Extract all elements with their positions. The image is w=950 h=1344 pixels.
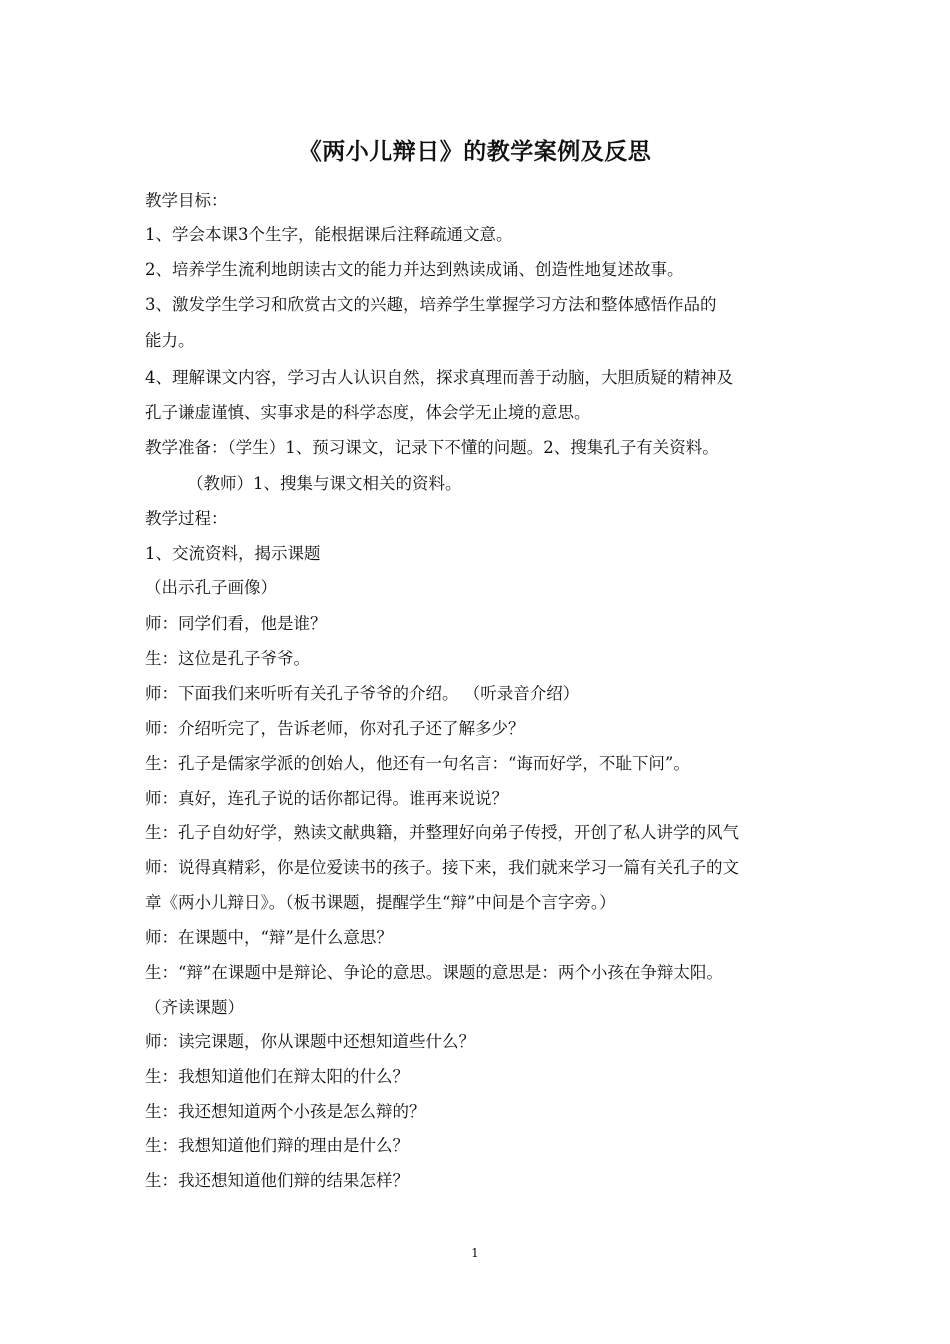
- text-line: 教学过程：: [145, 509, 228, 528]
- page-number: 1: [471, 1246, 479, 1260]
- text-line: （出示孔子画像）: [145, 578, 277, 597]
- text-line: （齐读课题）: [145, 998, 244, 1017]
- text-line: 师：下面我们来听听有关孔子爷爷的介绍。 （听录音介绍）: [145, 684, 580, 703]
- text-line: 师：在课题中，“辩”是什么意思？: [145, 928, 393, 947]
- text-line: 生：这位是孔子爷爷。: [145, 649, 310, 668]
- text-line: 师：真好，连孔子说的话你都记得。谁再来说说？: [145, 789, 508, 808]
- text-line: 教学准备：（学生）1、预习课文，记录下不懂的问题。2、搜集孔子有关资料。: [145, 438, 719, 457]
- text-line: 生：我还想知道两个小孩是怎么辩的？: [145, 1102, 426, 1121]
- text-line: 生：我想知道他们辩的理由是什么？: [145, 1136, 409, 1155]
- text-line: 孔子谦虚谨慎、实事求是的科学态度，体会学无止境的意思。: [145, 403, 591, 422]
- text-line: 4、理解课文内容，学习古人认识自然，探求真理而善于动脑，大胆质疑的精神及: [145, 368, 733, 387]
- text-line: 1、交流资料，揭示课题: [145, 544, 321, 563]
- text-line: 2、培养学生流利地朗读古文的能力并达到熟读成诵、创造性地复述故事。: [145, 260, 684, 279]
- text-line: 生：我想知道他们在辩太阳的什么？: [145, 1067, 409, 1086]
- text-line: 3、激发学生学习和欣赏古文的兴趣，培养学生掌握学习方法和整体感悟作品的: [145, 295, 717, 314]
- text-line: 能力。: [145, 331, 195, 350]
- text-line: 生：孔子是儒家学派的创始人，他还有一句名言：“诲而好学，不耻下问”。: [145, 754, 690, 773]
- text-line: 师：介绍听完了，告诉老师，你对孔子还了解多少？: [145, 719, 525, 738]
- text-line: 章《两小儿辩日》。（板书课题，提醒学生“辩”中间是个言字旁。）: [145, 893, 616, 912]
- text-line: （教师）1、搜集与课文相关的资料。: [145, 474, 462, 493]
- text-line: 1、学会本课3个生字，能根据课后注释疏通文意。: [145, 225, 513, 244]
- text-line: 生：我还想知道他们辩的结果怎样？: [145, 1171, 409, 1190]
- document-title: 《两小儿辩日》的教学案例及反思: [298, 138, 652, 165]
- text-line: 生：“辩”在课题中是辩论、争论的意思。课题的意思是：两个小孩在争辩太阳。: [145, 963, 723, 982]
- text-line: 师：读完课题，你从课题中还想知道些什么？: [145, 1032, 475, 1051]
- text-line: 师：同学们看，他是谁？: [145, 614, 327, 633]
- text-line: 师：说得真精彩，你是位爱读书的孩子。接下来，我们就来学习一篇有关孔子的文: [145, 858, 739, 877]
- text-line: 生：孔子自幼好学，熟读文献典籍，并整理好向弟子传授，开创了私人讲学的风气: [145, 823, 739, 842]
- text-line: 教学目标：: [145, 191, 228, 210]
